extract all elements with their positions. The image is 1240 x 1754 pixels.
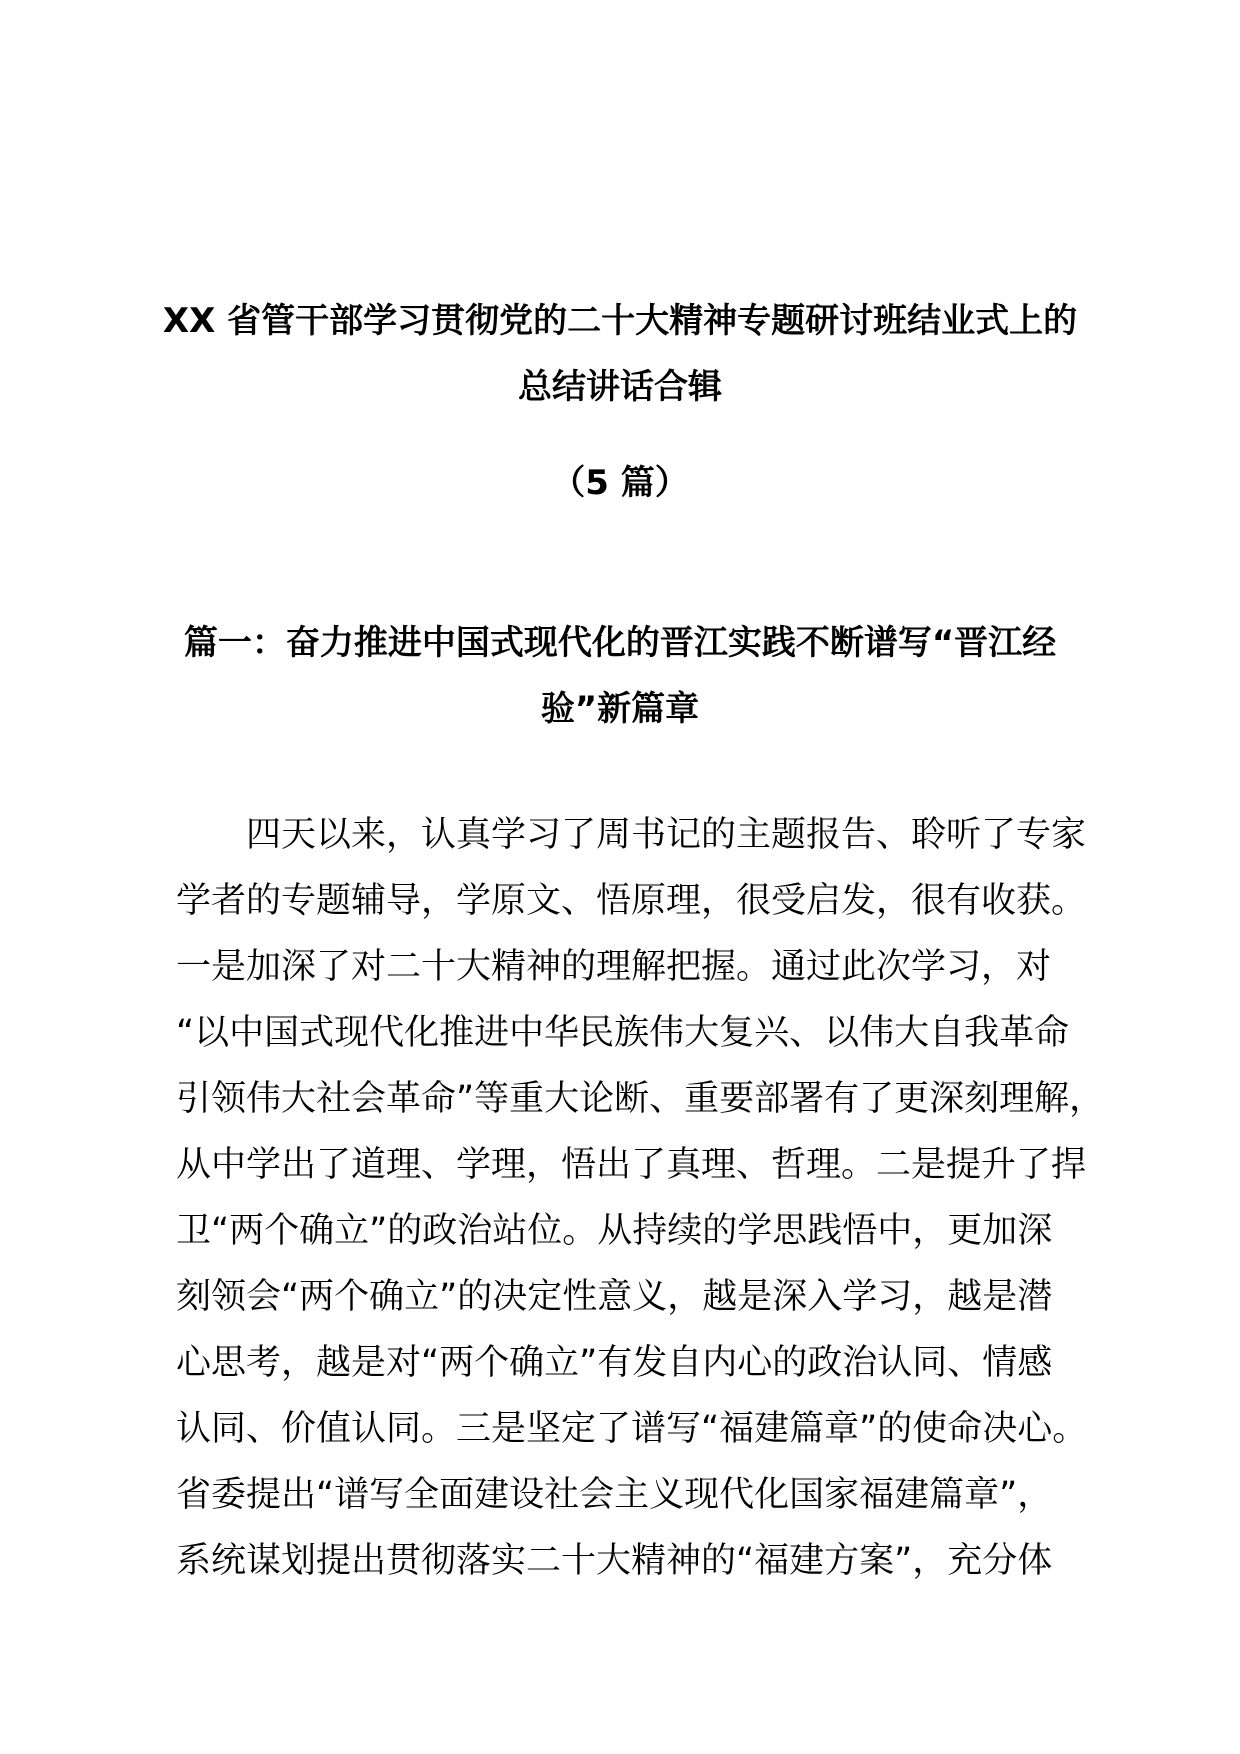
- body-line-1: 四天以来，认真学习了周书记的主题报告、聆听了专家: [246, 815, 1087, 855]
- body-line-10: 认同、价值认同。三是坚定了谱写“福建篇章”的使命决心。: [176, 1409, 1088, 1449]
- section-title-line-1: 篇一：奋力推进中国式现代化的晋江实践不断谱写“晋江经: [183, 623, 1057, 663]
- body-line-9: 心思考，越是对“两个确立”有发自内心的政治认同、情感: [176, 1343, 1053, 1383]
- body-line-8: 刻领会“两个确立”的决定性意义，越是深入学习，越是潜: [176, 1277, 1053, 1317]
- body-line-6: 从中学出了道理、学理，悟出了真理、哲理。二是提升了捍: [176, 1145, 1087, 1185]
- section-title: [150, 610, 1090, 742]
- document-title: [150, 288, 1090, 420]
- document-subtitle: （5 篇）: [551, 463, 689, 503]
- body-line-7: 卫“两个确立”的政治站位。从持续的学思践悟中，更加深: [176, 1211, 1053, 1251]
- section-title-line-2: 验”新篇章: [540, 689, 700, 729]
- body-line-11: 省委提出“谱写全面建设社会主义现代化国家福建篇章”，: [176, 1475, 1053, 1515]
- body-paragraph: [176, 802, 1105, 1594]
- body-line-3: 一是加深了对二十大精神的理解把握。通过此次学习，对: [176, 947, 1052, 987]
- body-line-5: 引领伟大社会革命”等重大论断、重要部署有了更深刻理解，: [176, 1079, 1105, 1119]
- document-title-line-1: XX 省管干部学习贯彻党的二十大精神专题研讨班结业式上的: [162, 301, 1078, 341]
- body-line-2: 学者的专题辅导，学原文、悟原理，很受启发，很有收获。: [176, 881, 1087, 921]
- document-title-line-2: 总结讲话合辑: [518, 367, 722, 407]
- body-line-4: “以中国式现代化推进中华民族伟大复兴、以伟大自我革命: [176, 1013, 1070, 1053]
- body-line-12: 系统谋划提出贯彻落实二十大精神的“福建方案”，充分体: [176, 1541, 1053, 1581]
